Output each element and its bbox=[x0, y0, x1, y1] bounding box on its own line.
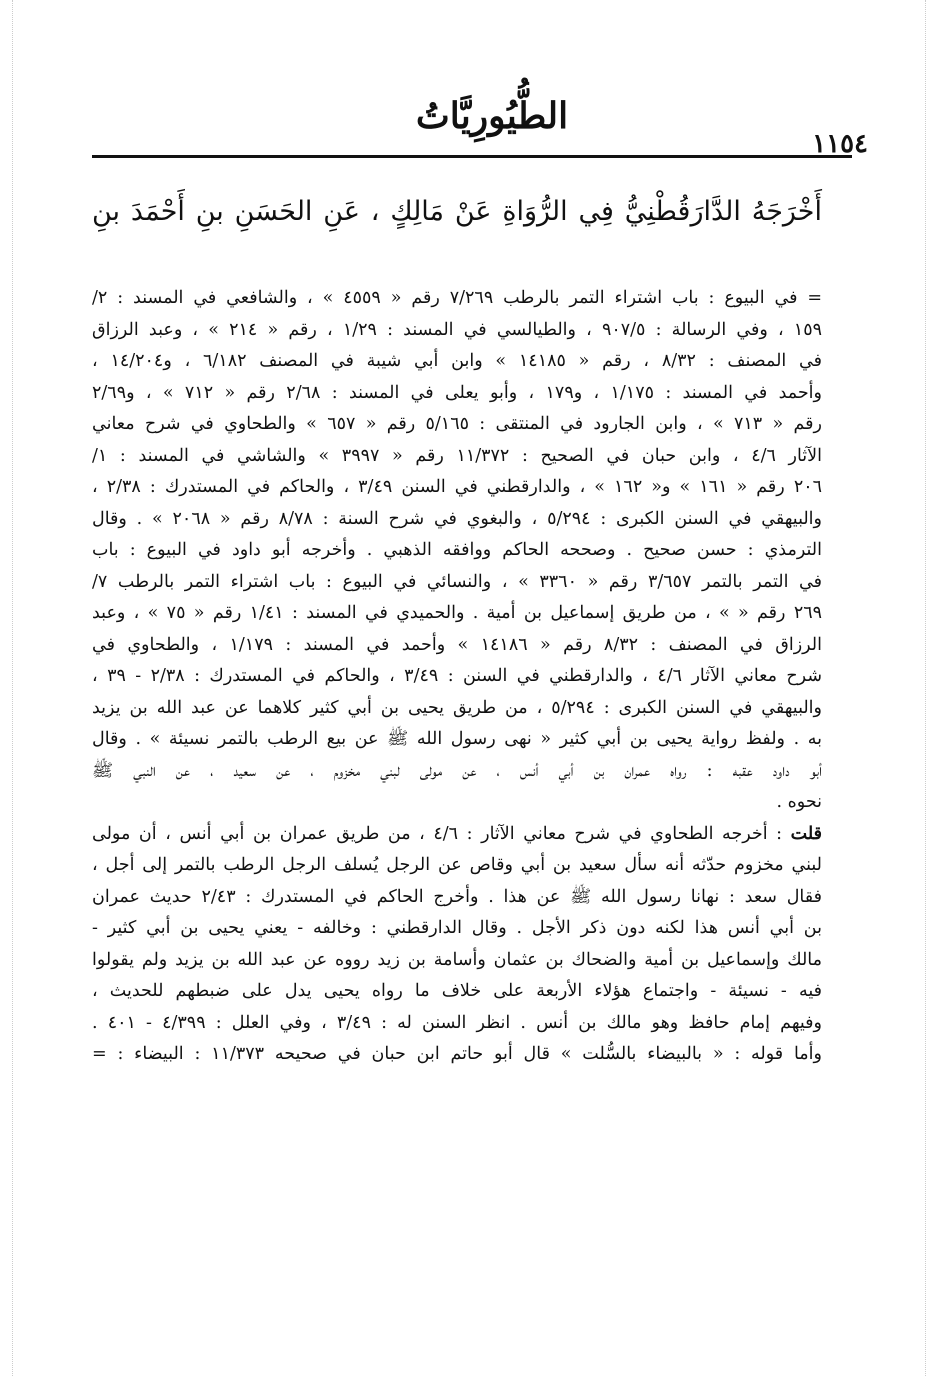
page-number: ١١٥٤ bbox=[812, 129, 868, 159]
qult-line: لبني مخزوم حدّثه أنه سأل سعيد بن أبي وقاص عن الرجل يُسلف الرجل الرطب بالتمر إلى أجل ، bbox=[92, 855, 822, 875]
footnote-line: نحوه . bbox=[776, 792, 822, 812]
footnote-line: به . ولفظ رواية يحيى بن أبي كثير « نهى رسول الله ﷺ عن بيع الرطب بالتمر نسيئة » . وقال bbox=[92, 729, 822, 749]
scan-edge-right bbox=[925, 0, 934, 1376]
main-text: أَخْرَجَهُ الدَّارَقُطْنِيُّ فِي الرُّوَاةِ عَنْ مَالِكٍ ، عَنِ الحَسَنِ بنِ أَحْمَدَ بنِ bbox=[92, 196, 822, 227]
qult-line: فقال سعد : نهانا رسول الله ﷺ عن هذا . وأخرج الحاكم في المستدرك : ٢/٤٣ حديث عمران bbox=[92, 886, 822, 907]
footnote-line: أبو داود عقبه : رواه عمران بن أبي أنس ، عن مولى لبني مخزوم ، عن سعيد ، عن النبي ﷺ bbox=[92, 760, 822, 781]
qult-text: : أخرجه الطحاوي في شرح معاني الآثار : ٤/٦ ، من طريق عمران بن أبي أنس ، أن مولى bbox=[92, 823, 791, 844]
footnote-line: في المصنف : ٨/٣٢ ، رقم « ١٤١٨٥ » وابن أبي شيبة في المصنف ٦/١٨٢ ، و١٤/٢٠٤ ، bbox=[92, 351, 822, 371]
footnote-line: رقم « ٧١٣ » ، وابن الجارود في المنتقى : ٥/١٦٥ رقم « ٦٥٧ » والطحاوي في شرح معاني bbox=[92, 414, 822, 434]
footnote-line: = في البيوع : باب اشتراء التمر بالرطب ٧/٢٦٩ رقم « ٤٥٥٩ » ، والشافعي في المسند : ٢/ bbox=[92, 288, 822, 308]
footnote-line: الترمذي : حسن صحيح . وصححه الحاكم ووافقه الذهبي . وأخرجه أبو داود في البيوع : باب bbox=[92, 540, 822, 560]
qult-line: وأما قوله : « بالبيضاء بالسُّلت » قال أبو حاتم ابن حبان في صحيحه ١١/٣٧٣ : البيضاء : = bbox=[92, 1044, 822, 1064]
footnote-line: والبيهقي في السنن الكبرى : ٥/٢٩٤ ، من طريق يحيى بن أبي كثير كلاهما عن عبد الله بن يزيد bbox=[92, 697, 822, 718]
footnote-line: الرزاق في المصنف : ٨/٣٢ رقم « ١٤١٨٦ » وأحمد في المسند : ١/١٧٩ ، والطحاوي في bbox=[92, 634, 822, 655]
footnote-line: ٢٦٩ رقم « » ، من طريق إسماعيل بن أمية . والحميدي في المسند : ١/٤١ رقم « ٧٥ » ، وعبد bbox=[92, 603, 822, 623]
page-header bbox=[92, 95, 868, 159]
qult-label: قلت bbox=[790, 823, 822, 844]
qult-line: مالك وإسماعيل بن أمية والضحاك بن عثمان وأسامة بن زيد رووه عن عبد الله بن يزيد ولم يقولوا bbox=[92, 949, 822, 970]
footnote-line: ٢٠٦ رقم « ١٦١ » و« ١٦٢ » ، والدارقطني في السنن ٣/٤٩ ، والحاكم في المستدرك : ٢/٣٨ ، bbox=[92, 477, 822, 497]
footnote-line: وأحمد في المسند : ١/١٧٥ ، و١٧٩ ، وأبو يعلى في المسند : ٢/٦٨ رقم « ٧١٢ » ، و٢/٦٩ bbox=[92, 382, 822, 403]
footnote-line: الآثار ٤/٦ ، وابن حبان في الصحيح : ١١/٣٧٢ رقم « ٣٩٩٧ » والشاشي في المسند : ١/ bbox=[92, 445, 822, 466]
running-title: الطُّيُورِيَّاتُ bbox=[415, 95, 569, 137]
qult-line: وفيهم إمام حافظ وهو مالك بن أنس . انظر السنن له : ٣/٤٩ ، وفي العلل : ٤/٣٩٩ - ٤٠١ . bbox=[92, 1012, 822, 1033]
qult-line: بن أبي أنس هذا لكنه دون ذكر الأجل . وقال الدارقطني : وخالفه - يعني يحيى بن أبي كثير - bbox=[92, 918, 822, 938]
footnote-line: شرح معاني الآثار ٤/٦ ، والدارقطني في السنن : ٣/٤٩ ، والحاكم في المستدرك : ٢/٣٨ - ٣٩ ، bbox=[92, 666, 822, 686]
footnotes bbox=[92, 283, 822, 1071]
qult-first-line bbox=[92, 819, 822, 851]
scan-edge-left bbox=[12, 0, 21, 1376]
footnote-line: ١٥٩ ، وفي الرسالة : ٩٠٧/٥ ، والطيالسي في المسند : ١/٢٩ ، رقم « ٢١٤ » ، وعبد الرزاق bbox=[92, 319, 822, 340]
qult-line: فيه - نسيئة - واجتماع هؤلاء الأربعة على خلاف ما رواه يحيى يدل على ضبطهم للحديث ، bbox=[92, 981, 822, 1001]
footnote-line: في التمر بالتمر ٣/٦٥٧ رقم « ٣٣٦٠ » ، والنسائي في البيوع : باب اشتراء التمر بالرطب ٧/ bbox=[92, 571, 822, 592]
header-rule bbox=[92, 155, 852, 158]
footnote-line: والبيهقي في السنن الكبرى : ٥/٢٩٤ ، والبغوي في شرح السنة : ٨/٧٨ رقم « ٢٠٦٨ » . وقال bbox=[92, 508, 822, 529]
